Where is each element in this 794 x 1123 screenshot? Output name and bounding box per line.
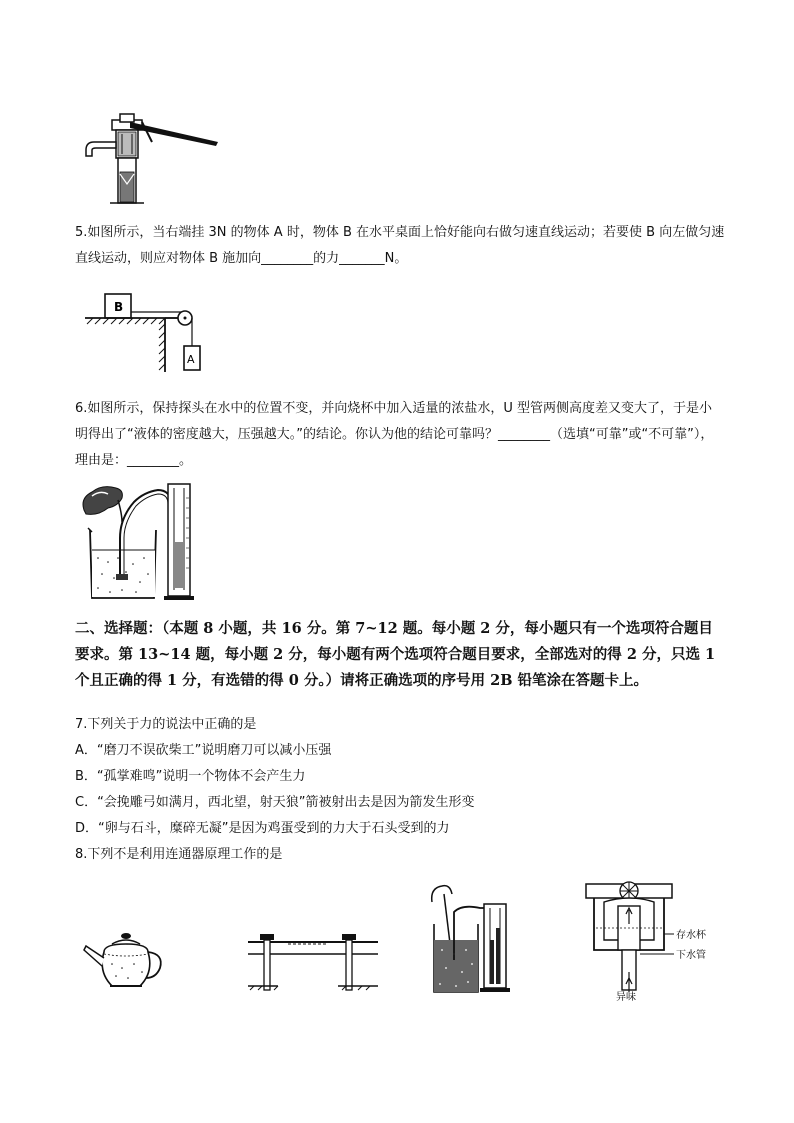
floor-drain-figure bbox=[580, 880, 740, 1003]
pressure-probe-figure bbox=[78, 478, 203, 603]
question-7-option-b: B．“孤掌难鸣”说明一个物体不会产生力 bbox=[75, 769, 306, 784]
pulley-block-figure bbox=[85, 290, 215, 375]
pressure-meter-figure bbox=[428, 880, 528, 995]
teapot-figure bbox=[82, 928, 167, 993]
block-b-label: B bbox=[114, 300, 124, 314]
drain-pipe-label: 下水管 bbox=[676, 950, 706, 961]
question-8-stem: 8.下列不是利用连通器原理工作的是 bbox=[75, 847, 283, 862]
odor-label: 异味 bbox=[616, 992, 636, 1003]
water-cup-label: 存水杯 bbox=[676, 930, 706, 941]
question-7-option-c: C．“会挽雕弓如满月，西北望，射天狼”箭被射出去是因为箭发生形变 bbox=[75, 795, 475, 810]
question-5: 5.如图所示，当右端挂 3N 的物体 A 时，物体 B 在水平桌面上恰好能向右做匀速直线运动；若要使 B 向左做匀速直线运动，则应对物体 B 施加向________的力_______N。 bbox=[75, 225, 725, 266]
question-7-option-d: D．“卵与石斗，糜碎无凝”是因为鸡蛋受到的力大于石头受到的力 bbox=[75, 821, 450, 836]
question-7-option-a: A．“磨刀不误砍柴工”说明磨刀可以减小压强 bbox=[75, 743, 332, 758]
block-a-label: A bbox=[187, 353, 195, 366]
section-2-heading: 二、选择题：（本题 8 小题，共 16 分。第 7~12 题。每小题 2 分，每小题只有一个选项符合题目要求。第 13~14 题，每小题 2 分，每小题有两个选项符合题目要求，全部选对的得 2 分，只选 1 个且正确的得 1 分，有选错的得 0 分。）请将正确选项的序号用 2B 铅笔涂在答题卡上。 bbox=[75, 620, 716, 689]
question-7-stem: 7.下列关于力的说法中正确的是 bbox=[75, 717, 257, 732]
question-6: 6.如图所示，保持探头在水中的位置不变，并向烧杯中加入适量的浓盐水，U 型管两侧高度差又变大了，于是小明得出了“液体的密度越大，压强越大。”的结论。你认为他的结论可靠吗？________（选填“可靠”或“不可靠”），理由是：________。 bbox=[75, 401, 714, 468]
water-pump-figure bbox=[80, 112, 220, 207]
ship-lock-figure bbox=[248, 928, 378, 998]
